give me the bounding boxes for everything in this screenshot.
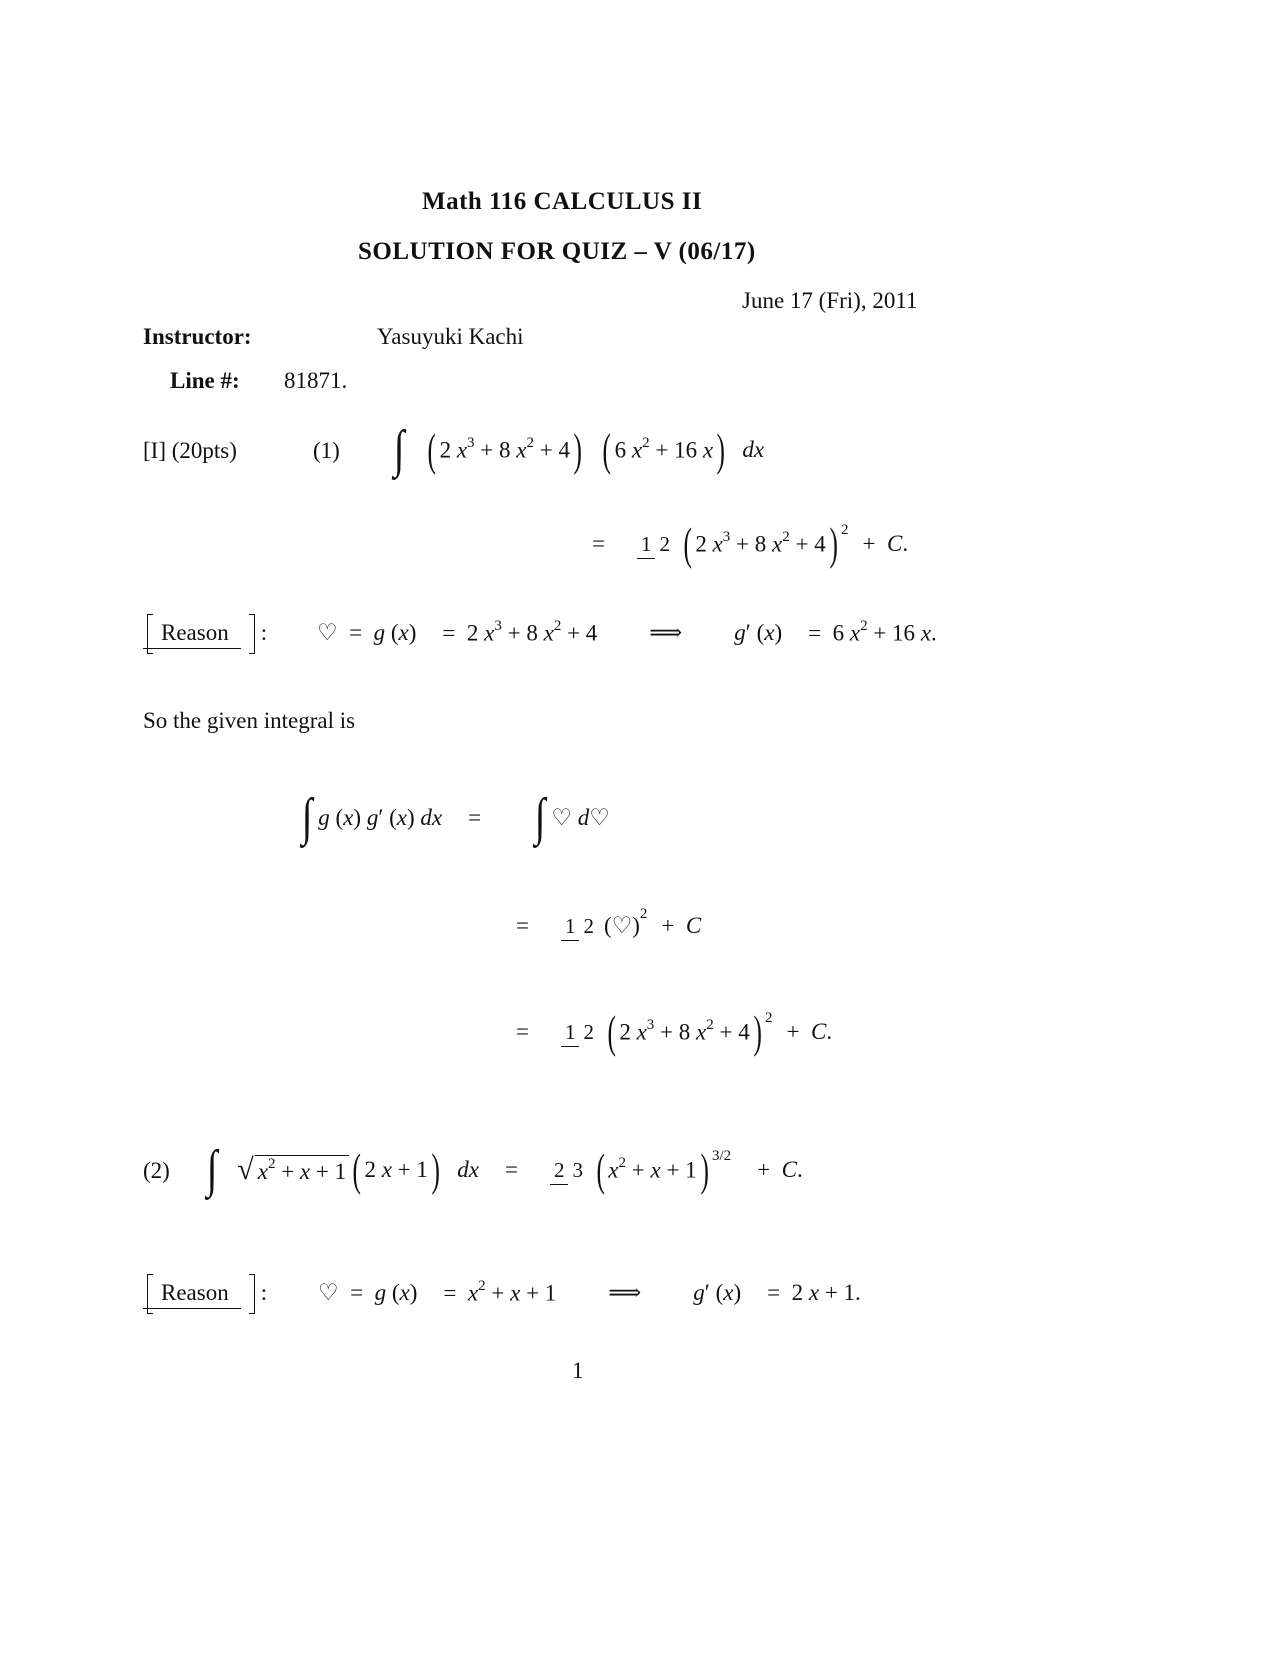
instructor-name: Yasuyuki Kachi (377, 324, 524, 349)
integral-intro: So the given integral is (143, 708, 356, 733)
problem-2-number: (2) (143, 1158, 170, 1183)
substitution-step-2: = 1 2 (♡) 2 + C (516, 894, 701, 958)
section-label: [I] (20pts) (143, 438, 237, 463)
reason-label-1: Reason (161, 620, 229, 645)
problem-2-equation: ∫ √ $x^2 + x + 1$ ( 2 x + 1 ) dx = 2 3 ( $x^2 + x + 1$ ) 3/2 + C. (206, 1141, 803, 1198)
reason-label-2: Reason (161, 1280, 229, 1305)
document-date: June 17 (Fri), 2011 (742, 288, 918, 313)
course-title: Math 116 CALCULUS II (422, 188, 703, 215)
substitution-step-3: = 1 2 ( 2 $x^3 + 8$ $x^2 + 4$ ) 2 + C. (516, 1006, 833, 1057)
line-label: Line #: (170, 368, 240, 393)
reason-box-2: Reason : (143, 1280, 267, 1309)
problem-1-number: (1) (313, 438, 340, 463)
reason-box-1: Reason : (143, 620, 267, 649)
page-number: 1 (572, 1358, 584, 1383)
reason-1-equation: ♡ = g (x) = 2 $x^3 + 8$ $x^2 + 4$ ⟹ g′ (x) = 6 $x^2 + 16$ x. (317, 617, 937, 646)
substitution-step-1: ∫ g (x) g′ (x) dx = ∫ ♡ d♡ (301, 789, 610, 846)
line-number: 81871. (284, 368, 348, 393)
problem-1-integral: ∫ ( 2 $x^3 + 8$ $x^2 + 4$ ) ( 6 $x^2 + 16$ x ) dx (393, 421, 765, 478)
reason-2-equation: ♡ = g (x) = $x^2 + x + 1$ ⟹ g′ (x) = 2 x + 1. (318, 1277, 861, 1306)
problem-1-result: = 1 2 ( 2 $x^3 + 8$ $x^2 + 4$ ) 2 + C. (592, 518, 909, 569)
document-title: SOLUTION FOR QUIZ – V (06/17) (358, 238, 756, 265)
instructor-label: Instructor: (143, 324, 252, 349)
